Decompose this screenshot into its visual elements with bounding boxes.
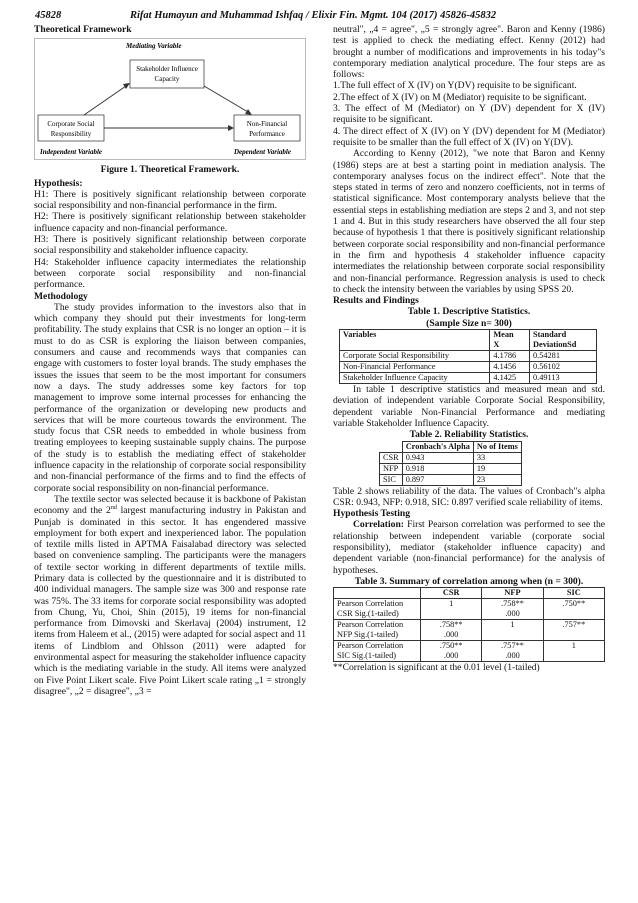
table-3-note: **Correlation is significant at the 0.01 level (1-tailed) <box>333 662 540 674</box>
table-row <box>380 463 522 474</box>
t2-cell: 33 <box>473 452 521 463</box>
table-2-caption: Table 2. Reliability Statistics. <box>409 429 529 441</box>
t1-cell: 4.1786 <box>490 351 530 362</box>
table-1-subcaption: (Sample Size n= 300) <box>426 317 512 329</box>
correlation-text: First Pearson correlation was performed to see the relationship between independent variable (corporate social responsibility), mediator (stakeholder influence capacity) and dependent variable (non-financial performance) for the analysis of hypotheses. <box>333 519 605 576</box>
methodology-p2-part-b: largest manufacturing industry in Pakistan and Punjab is dominated in this sector. It has engendered massive employment for both expert and inexperienced labor. The population of textile mills listed in APTMA Faisalabad directory was selected based on convenience sampling. The participants were the managers of textile sector working in different departments of textile mills. Primary data is collected by the questionnaire and it is distributed to 400 individual managers. The sample size was 300 and response rate was 75%. The 33 items for corporate social responsibility was adopted from Chung, Yu, Choi, Shin (2015), 19 items for non-financial performance from Dimovski and Skerlavaj (2004) instrument, 12 items from Haleem et al., (2015) were adapted for social aspect and 11 items of Lindblom and Ohlsson (2011) were adapted for environmental aspect for measuring the stakeholder influence capacity which is the mediating variable in the study. All items were analyzed on Five Point Likert scale. Five Point Likert scale rating „1 = strongly disagree", „2 = disagree", „3 = <box>34 505 306 697</box>
table-row <box>380 474 522 485</box>
mediation-step-1: 1.The full effect of X (IV) on Y(DV) requisite to be significant. <box>333 80 577 92</box>
t3-cell: .758** .000 <box>482 599 543 620</box>
table-1-text: In table 1 descriptive statistics and measured mean and std. deviation of independent variable Corporate Social Responsibility, dependent variable Non-Financial Performance and mediating variable Stakeholder Influence Capacity. <box>333 384 605 429</box>
page-number: 45828 <box>35 10 62 21</box>
t2-header-items: No of Items <box>473 441 521 452</box>
running-title: Rifat Humayun and Muhammad Ishfaq / Elixir Fin. Mgmt. 104 (2017) 45826-45832 <box>130 10 497 21</box>
iv-box-line1: Corporate Social <box>47 120 95 129</box>
framework-diagram <box>34 38 306 160</box>
framework-figure <box>34 38 306 160</box>
heading-methodology: Methodology <box>34 290 88 302</box>
table-row <box>334 620 605 641</box>
hypothesis-4: H4: Stakeholder influence capacity intermediates the relationship between corporate social responsibility and non-financial performance. <box>34 256 306 291</box>
heading-theoretical-framework: Theoretical Framework <box>34 24 132 35</box>
t2-cell: NFP <box>380 463 403 474</box>
t3-header-nfp: NFP <box>482 588 543 599</box>
methodology-p2-part-a: The textile sector was selected because it is backbone of Pakistan economy and the 2 <box>34 493 306 517</box>
figure-caption: Figure 1. Theoretical Framework. <box>100 164 240 176</box>
table-row <box>334 599 605 620</box>
t3-cell: 1 <box>421 599 482 620</box>
t1-cell: 4.1425 <box>490 373 530 384</box>
table-row <box>340 373 597 384</box>
heading-hypothesis: Hypothesis: <box>34 177 83 189</box>
t2-header-alpha: Cronbach's Alpha <box>402 441 473 452</box>
t2-cell: SIC <box>380 474 403 485</box>
table-row <box>340 362 597 373</box>
t3-row-label: Pearson Correlation SIC Sig.(1-tailed) <box>334 641 421 662</box>
iv-box-line2: Responsibility <box>50 130 92 139</box>
table-1-caption: Table 1. Descriptive Statistics. <box>407 306 531 318</box>
t3-corner <box>334 588 421 599</box>
left-column <box>34 24 306 697</box>
t3-cell: 1 <box>482 620 543 641</box>
mediation-step-3: 3. The effect of M (Mediator) on Y (DV) dependent for X (IV) requisite to be significant. <box>333 103 605 126</box>
t2-cell: 19 <box>473 463 521 474</box>
t1-cell: Stakeholder Influence Capacity <box>340 373 490 384</box>
table-row <box>340 351 597 362</box>
correlation-lead: Correlation: <box>353 519 404 531</box>
t3-header-csr: CSR <box>421 588 482 599</box>
t2-corner <box>380 441 403 452</box>
methodology-paragraph-2 <box>34 494 306 697</box>
t2-cell: 0.918 <box>402 463 473 474</box>
table-row <box>380 452 522 463</box>
heading-hypothesis-testing: Hypothesis Testing <box>333 508 411 520</box>
t1-cell: 4.1456 <box>490 362 530 373</box>
table-2-text: Table 2 shows reliability of the data. The values of Cronbach"s alpha CSR: 0.943, NFP: 0.918, SIC: 0.897 verified scale reliability of items. <box>333 485 605 508</box>
table-descriptive-statistics <box>339 329 597 384</box>
mediation-step-2: 2.The effect of X (IV) on M (Mediator) requisite to be significant. <box>333 91 587 103</box>
table-reliability-statistics <box>379 441 522 486</box>
kenny-paragraph: According to Kenny (2012), "we note that Baron and Kenny (1986) steps are at best a starting point in mediation analysis. The contemporary analyses focus on the indirect effect". Note that the steps stated in terms of zero and nonzero coefficients, not in terms of statistical significance. Most contemporary analysts believe that the essential steps in establishing mediation are steps 2 and 3, and not step 1 and 4. But in this study researchers have observed the all four step because of hypothesis 1 that there is positively significant relationship between corporate social responsibility and non-financial performance in the firm and hypothesis 4 stakeholder influence capacity intermediates the relationship between corporate social responsibility and non-financial performance. Regression analysis is used to check to check the intensity between the variables by using SPSS 20. <box>333 148 605 295</box>
dv-box-line1: Non-Financial <box>246 120 288 129</box>
t3-cell: 1 <box>543 641 604 662</box>
t2-cell: 23 <box>473 474 521 485</box>
t1-cell: 0.49113 <box>530 373 597 384</box>
hypothesis-2: H2: There is positively significant relationship between stakeholder influence capacity and non-financial performance. <box>34 211 306 234</box>
heading-results: Results and Findings <box>333 295 419 307</box>
t3-row-label: Pearson Correlation NFP Sig.(1-tailed) <box>334 620 421 641</box>
t2-cell: 0.897 <box>402 474 473 485</box>
ordinal-suffix: nd <box>110 505 117 512</box>
correlation-paragraph <box>333 519 605 575</box>
t3-cell: .757** <box>543 620 604 641</box>
mediator-dv-arrow <box>204 86 248 112</box>
mediator-box-line1: Stakeholder Influence <box>136 65 198 74</box>
t2-cell: 0.943 <box>402 452 473 463</box>
t1-cell: Non-Financial Performance <box>340 362 490 373</box>
dv-box-line2: Performance <box>249 130 285 139</box>
table-3-caption: Table 3. Summary of correlation among when (n = 300). <box>354 575 584 587</box>
t3-cell: .750** <box>543 599 604 620</box>
iv-mediator-arrow <box>84 86 126 115</box>
hypothesis-3: H3: There is positively significant relationship between corporate social responsibility and stakeholder influence capacity. <box>34 234 306 257</box>
dependent-variable-label: Dependent Variable <box>234 148 291 157</box>
t3-cell: .757** .000 <box>482 641 543 662</box>
mediator-box-line2: Capacity <box>154 75 180 84</box>
hypothesis-1: H1: There is positively significant relationship between corporate social responsibility and non-financial performance in the firm. <box>34 188 306 212</box>
t1-header-variables: Variables <box>340 330 490 351</box>
right-column <box>333 24 605 673</box>
t1-cell: 0.54281 <box>530 351 597 362</box>
t3-header-sic: SIC <box>543 588 604 599</box>
t3-row-label: Pearson Correlation CSR Sig.(1-tailed) <box>334 599 421 620</box>
table-correlation-summary <box>333 587 605 662</box>
t2-cell: CSR <box>380 452 403 463</box>
methodology-paragraph-1: The study provides information to the investors also that in which company they should put their investments for long-term profitability. The study explains that CSR is no longer an option – it is must to do as CSR is exploring the liaison between companies, consumers and cause and recommends ways that companies can engage with customers to foster loyal brands. The study emphases the issues the issues that seem to be the most important for consumers now a days. The study addresses some key factors for top management to improve some internal processes for enhancing the performance of the organization or developing new products and services that will be more courteous towards the environment. The study focus that CSR needs to embedded in whole business from treating employees to keeping sustainable supply chains. The purpose of the study is to establish the mediating effect of stakeholder influence capacity in the relationship of corporate social responsibility and non-financial performance of the firms and to find the effects of corporate social responsibility on non-financial performance. <box>34 301 306 494</box>
running-header <box>35 10 603 24</box>
t1-header-mean: Mean X <box>490 330 530 351</box>
likert-continuation: neutral", „4 = agree", „5 = strongly agree". Baron and Kenny (1986) test is applied to check the mediating effect. Kenny (2012) had brought a number of modifications and improvements in his today"s contemporary mediation analytical procedure. The four steps are as follows: <box>333 24 605 81</box>
table-row <box>334 641 605 662</box>
t1-cell: 0.56102 <box>530 362 597 373</box>
mediation-step-4: 4. The direct effect of X (IV) on Y (DV) dependent for M (Mediator) requisite to be smaller than the full effect of X (IV) on Y(DV). <box>333 125 605 148</box>
t1-header-sd: Standard DeviationSd <box>530 330 597 351</box>
t3-cell: .758** .000 <box>421 620 482 641</box>
t1-cell: Corporate Social Responsibility <box>340 351 490 362</box>
t3-cell: .750** .000 <box>421 641 482 662</box>
mediating-variable-label: Mediating Variable <box>126 42 182 51</box>
independent-variable-label: Independent Variable <box>40 148 103 157</box>
